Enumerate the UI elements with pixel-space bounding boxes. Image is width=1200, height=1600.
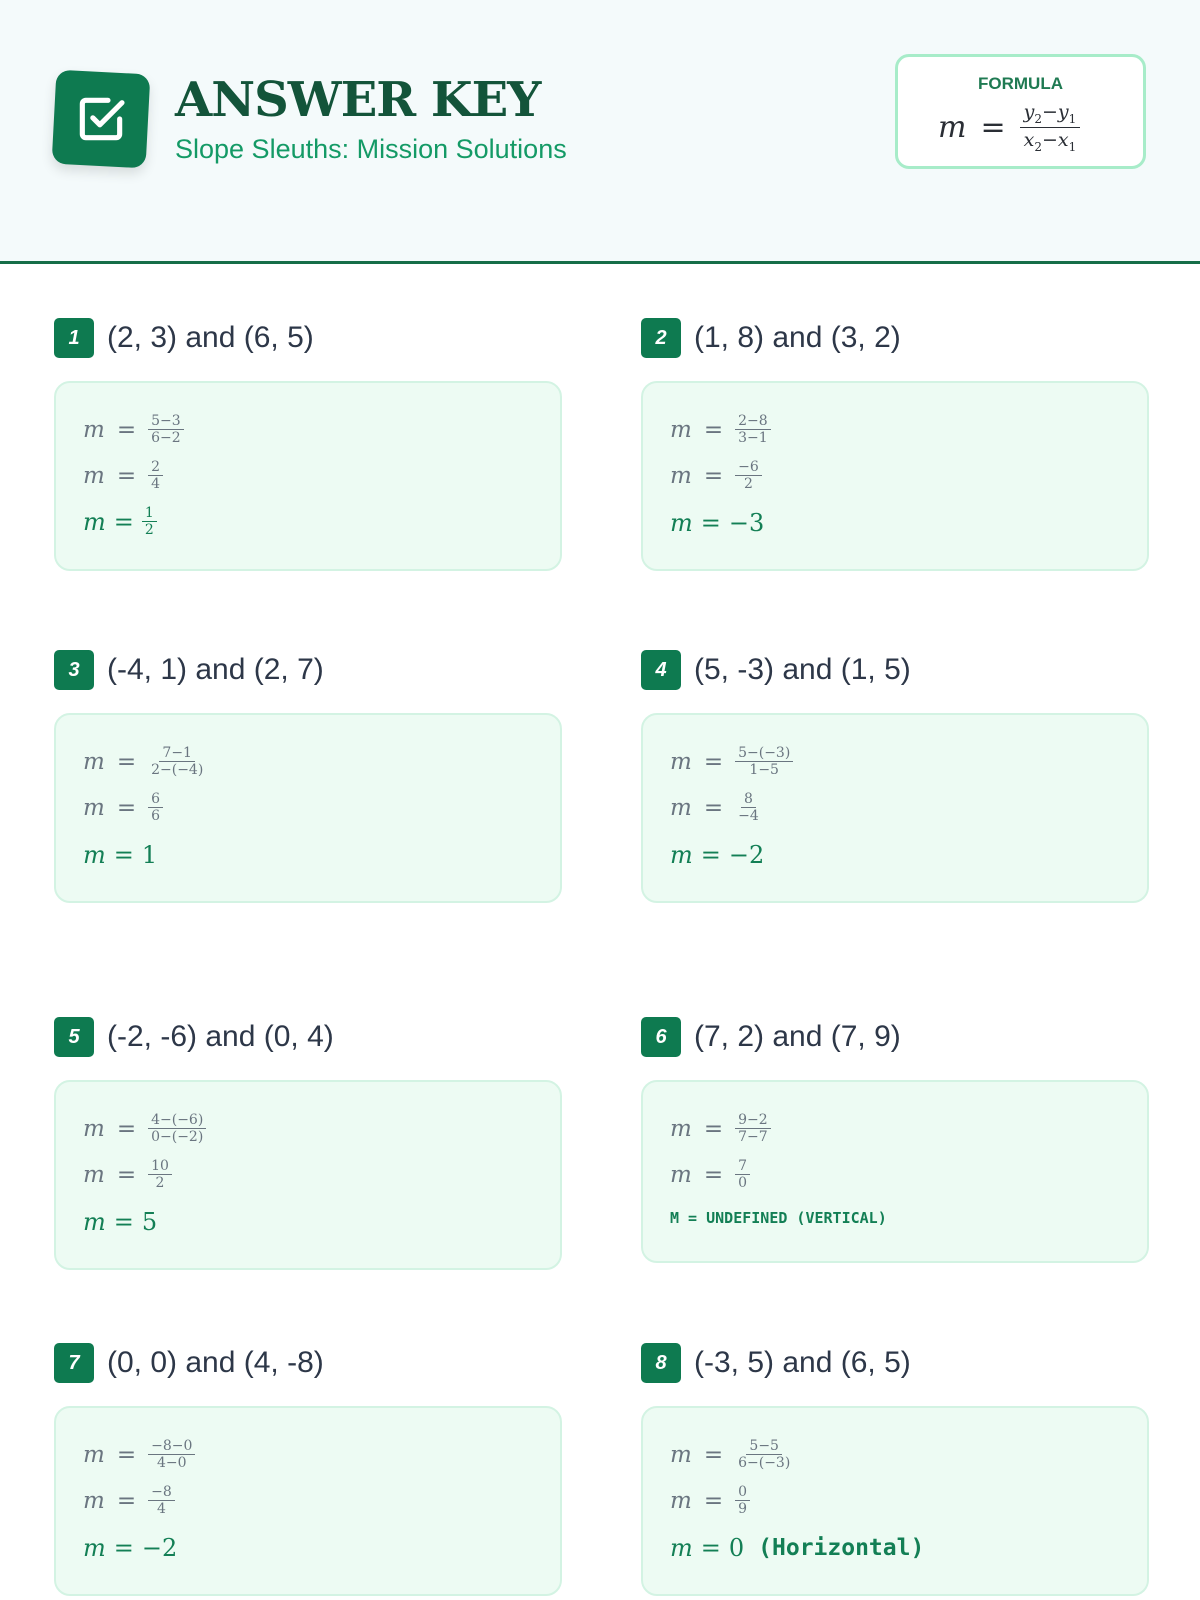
solution-step: m = $\frac{2-8}{3-1}$ [670,413,771,446]
fraction: $\frac{4-(-6)}{0-(-2)}$ [148,1112,206,1145]
formula-denominator: $x_2-x_1$ [1023,128,1077,154]
fraction: $\frac{9-2}{7-7}$ [735,1112,771,1145]
fraction: $\frac{-8-0}{4-0}$ [148,1438,195,1471]
formula-fraction [1020,101,1081,154]
solution-final: M = UNDEFINED (VERTICAL) [670,1209,887,1227]
fraction: $\frac{-6}{2}$ [735,459,762,492]
problem-number-badge: 4 [641,650,681,690]
problem-header [641,1017,901,1057]
fraction: $\frac{5-5}{6-(-3)}$ [738,1438,791,1472]
problem-number-badge: 3 [54,650,94,690]
problem-header [54,650,324,690]
solution-box [641,1080,1149,1263]
problem-header [641,318,901,358]
problem-number-badge: 2 [641,318,681,358]
problem-number-badge: 7 [54,1343,94,1383]
problem-points: (1, 8) and (3, 2) [694,321,901,354]
solution-box [54,713,562,903]
solution-step: m = $\frac{5-5}{6-(-3)}$ [670,1438,793,1471]
slope-formula [938,101,1080,154]
solution-box [641,713,1149,903]
fraction: $\frac{0}{9}$ [735,1484,750,1517]
problem-points: (-2, -6) and (0, 4) [107,1020,334,1053]
fraction: $\frac{8}{-4}$ [738,791,759,825]
solution-step: m = $\frac{-8-0}{4-0}$ [83,1438,195,1471]
formula-m: m [938,109,967,145]
solution-step: m = $\frac{5-3}{6-2}$ [83,413,184,446]
problem-number-badge: 6 [641,1017,681,1057]
fraction: $\frac{5-3}{6-2}$ [148,413,184,446]
formula-equals: = [980,109,1006,145]
fraction: $\frac{2-8}{3-1}$ [735,413,771,446]
problem-header [54,1343,324,1383]
solution-step: m = $\frac{0}{9}$ [670,1484,750,1517]
solution-step: m = $\frac{-6}{2}$ [670,459,762,492]
logo [52,70,151,169]
solution-final: m = 5 [83,1208,158,1236]
solution-step: m = $\frac{10}{2}$ [83,1158,172,1191]
problem-number-badge: 5 [54,1017,94,1057]
solution-step: m = $\frac{4-(-6)}{0-(-2)}$ [83,1112,206,1145]
fraction: $\frac{10}{2}$ [148,1158,172,1191]
problem-points: (-4, 1) and (2, 7) [107,653,324,686]
solution-step: m = $\frac{5-(-3)}{1-5}$ [670,745,793,778]
fraction: $\frac{-8}{4}$ [148,1484,175,1517]
problem-points: (0, 0) and (4, -8) [107,1346,324,1379]
formula-label: FORMULA [978,74,1063,93]
solution-box [641,1406,1149,1596]
solution-step: m = $\frac{7-1}{2-(-4)}$ [83,745,206,778]
solution-step: m = $\frac{6}{6}$ [83,791,163,824]
problem-header [54,1017,334,1057]
solution-final: m = −2 [670,841,765,869]
problem-points: (5, -3) and (1, 5) [694,653,911,686]
horizontal-note: (Horizontal) [758,1535,925,1561]
problem-header [641,1343,911,1383]
solution-final: m = −3 [670,509,765,537]
solution-box [641,381,1149,571]
problem-points: (2, 3) and (6, 5) [107,321,314,354]
solution-step: m = $\frac{7}{0}$ [670,1158,750,1191]
solution-step: m = $\frac{9-2}{7-7}$ [670,1112,771,1145]
problem-number-badge: 8 [641,1343,681,1383]
solution-final: m = 0 (Horizontal) [670,1534,925,1562]
solution-final: m = $\frac{1}{2}$ [83,505,157,538]
page-subtitle: Slope Sleuths: Mission Solutions [175,134,567,164]
fraction: $\frac{2}{4}$ [148,459,163,492]
fraction: $\frac{7}{0}$ [735,1158,750,1191]
solution-step: m = $\frac{8}{-4}$ [670,791,762,824]
problem-header [54,318,314,358]
solution-final: m = −2 [83,1534,178,1562]
page-title: ANSWER KEY [175,72,541,128]
problem-number-badge: 1 [54,318,94,358]
checkbox-check-icon [73,91,129,147]
header [0,0,1200,264]
fraction: $\frac{6}{6}$ [148,791,163,824]
fraction: $\frac{5-(-3)}{1-5}$ [735,745,793,778]
fraction: $\frac{1}{2}$ [142,505,157,538]
problem-header [641,650,911,690]
solution-box [54,381,562,571]
formula-numerator: $y_2-y_1$ [1020,101,1081,128]
solution-step: m = $\frac{-8}{4}$ [83,1484,175,1517]
fraction: $\frac{7-1}{2-(-4)}$ [151,745,204,779]
formula-box [895,54,1146,169]
solution-box [54,1406,562,1596]
solution-final: m = 1 [83,841,158,869]
problem-points: (-3, 5) and (6, 5) [694,1346,911,1379]
solution-step: m = $\frac{2}{4}$ [83,459,163,492]
problem-points: (7, 2) and (7, 9) [694,1020,901,1053]
solution-box [54,1080,562,1270]
